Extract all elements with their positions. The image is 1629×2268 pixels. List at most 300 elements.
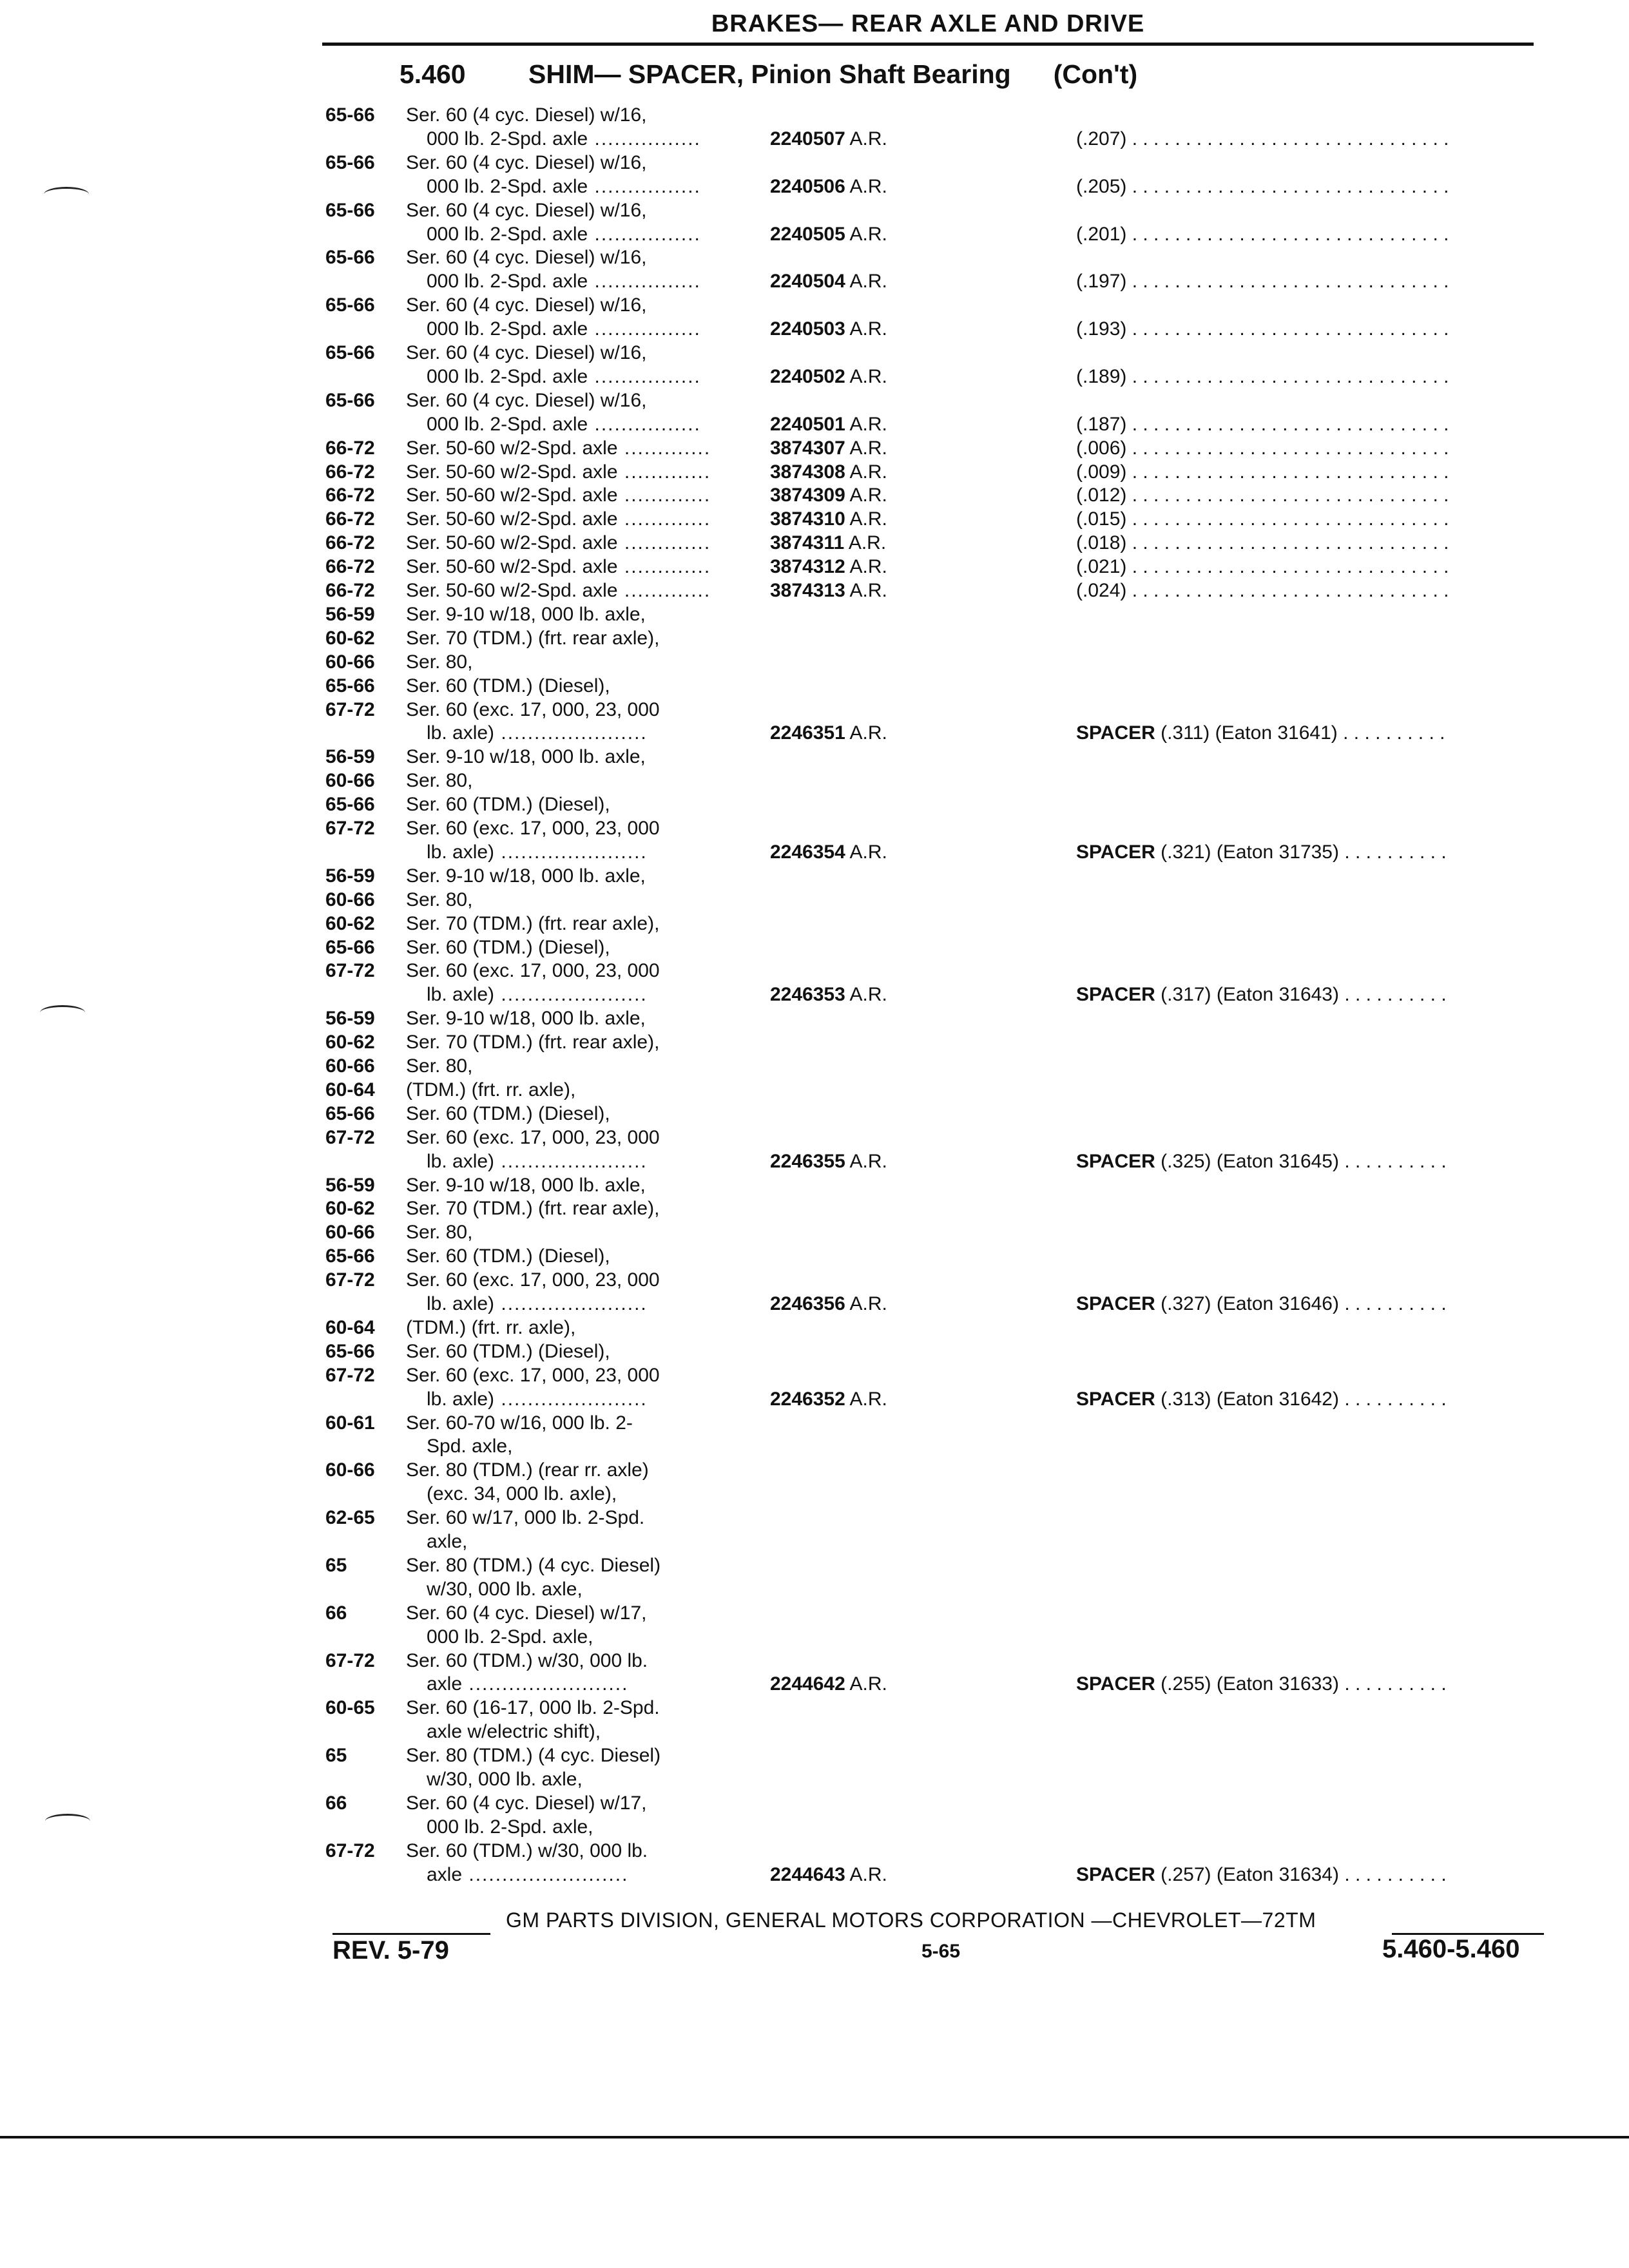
parts-row (0, 1649, 1629, 1673)
application-text: Ser. 9-10 w/18, 000 lb. axle, (406, 1008, 646, 1030)
parts-row (0, 1220, 1629, 1244)
application-text: lb. axle) ...................... (427, 1150, 648, 1172)
parts-row (0, 1672, 1629, 1696)
application-text: lb. axle) ...................... (427, 1293, 648, 1314)
leader-dots: ............. (617, 508, 711, 530)
leader-dots: ............. (617, 556, 711, 578)
leader-dots: ............. (617, 461, 711, 483)
application-text: (TDM.) (frt. rr. axle), (406, 1316, 576, 1338)
quantity-unit: A.R. (845, 1388, 887, 1410)
parts-row (0, 1030, 1629, 1054)
quantity-unit: A.R. (845, 271, 887, 293)
part-number-cell (770, 436, 887, 460)
leader-dots: . . . . . . . . . . (1338, 1150, 1447, 1172)
size-description (1076, 175, 1449, 198)
size-value: (.187) (1076, 413, 1127, 435)
section-heading (400, 59, 1137, 90)
parts-row (0, 936, 1629, 959)
leader-dots: . . . . . . . . . . . . . . . . . . . . . . . . . . . . . . (1126, 175, 1449, 197)
application-text: Ser. 60 (TDM.) w/30, 000 lb. (406, 1649, 648, 1671)
size-description (1076, 555, 1449, 579)
part-number: 2246355 (770, 1150, 845, 1172)
model-years: 60-66 (325, 770, 375, 792)
parts-row (0, 1078, 1629, 1102)
leader-dots: . . . . . . . . . . . . . . . . . . . . . . . . . . . . . . (1126, 128, 1449, 149)
parts-row (0, 1316, 1629, 1340)
parts-row (0, 1434, 1629, 1458)
application-text: Ser. 80, (406, 770, 473, 792)
parts-row (0, 1482, 1629, 1506)
quantity-unit: A.R. (845, 461, 887, 483)
model-years: 60-66 (325, 889, 375, 910)
application-text: Ser. 60 (4 cyc. Diesel) w/16, (406, 389, 647, 411)
scan-edge-rule (0, 2136, 1629, 2138)
application-text: Ser. 70 (TDM.) (frt. rear axle), (406, 1198, 660, 1220)
size-value: (.255) (Eaton 31633) (1161, 1673, 1339, 1695)
part-number-cell (770, 555, 887, 579)
part-number: 3874311 (770, 532, 845, 554)
leader-dots: ...................... (494, 984, 648, 1006)
application-text: Ser. 60 (exc. 17, 000, 23, 000 (406, 698, 660, 720)
spacer-label: SPACER (1076, 841, 1161, 863)
size-value: (.321) (Eaton 31735) (1161, 841, 1339, 863)
application-text: Ser. 50-60 w/2-Spd. axle ............. (406, 437, 711, 459)
model-years: 65-66 (325, 199, 375, 221)
application-text: Ser. 60 (exc. 17, 000, 23, 000 (406, 1269, 660, 1291)
application-text: Ser. 60 w/17, 000 lb. 2-Spd. (406, 1507, 645, 1529)
parts-row (0, 507, 1629, 531)
model-years: 66-72 (325, 556, 375, 578)
size-value: (.311) (Eaton 31641) (1161, 722, 1338, 744)
leader-dots: ................ (588, 413, 701, 435)
model-years: 66-72 (325, 461, 375, 483)
application-text: Ser. 9-10 w/18, 000 lb. axle, (406, 1174, 646, 1196)
leader-dots: . . . . . . . . . . . . . . . . . . . . . . . . . . . . . . (1126, 556, 1449, 578)
model-years: 60-62 (325, 1198, 375, 1220)
application-text: Ser. 60 (TDM.) (Diesel), (406, 1245, 610, 1267)
parts-row (0, 793, 1629, 816)
leader-dots: . . . . . . . . . . . . . . . . . . . . . . . . . . . . . . (1126, 413, 1449, 435)
model-years: 65-66 (325, 247, 375, 269)
application-text: Ser. 60 (4 cyc. Diesel) w/16, (406, 104, 647, 126)
application-text: Ser. 60-70 w/16, 000 lb. 2- (406, 1412, 633, 1434)
leader-dots: ............. (617, 437, 711, 459)
parts-row (0, 1696, 1629, 1720)
application-text: Ser. 60 (TDM.) (Diesel), (406, 675, 610, 697)
quantity-unit: A.R. (845, 318, 887, 340)
leader-dots: ........................ (462, 1673, 629, 1695)
quantity-unit: A.R. (845, 1150, 887, 1172)
model-years: 62-65 (325, 1507, 375, 1529)
header-rule (322, 43, 1534, 46)
parts-row (0, 864, 1629, 888)
parts-row (0, 1530, 1629, 1553)
binder-hole-mark (40, 1005, 85, 1020)
footer-revision: REV. 5-79 (333, 1936, 449, 1965)
parts-row (0, 341, 1629, 365)
part-number-cell (770, 175, 887, 198)
part-number-cell (770, 317, 887, 341)
model-years: 56-59 (325, 865, 375, 887)
part-number: 3874313 (770, 580, 845, 601)
part-number: 2240504 (770, 271, 845, 293)
parts-row (0, 959, 1629, 983)
size-value: (.327) (Eaton 31646) (1161, 1293, 1339, 1314)
leader-dots: ................ (588, 128, 701, 149)
leader-dots: . . . . . . . . . . (1338, 1388, 1447, 1410)
model-years: 60-64 (325, 1316, 375, 1338)
size-description (1076, 1292, 1447, 1316)
part-number: 2246356 (770, 1293, 845, 1314)
parts-row (0, 1839, 1629, 1863)
parts-row (0, 1553, 1629, 1577)
parts-row (0, 1720, 1629, 1744)
size-value: (.024) (1076, 580, 1127, 601)
size-value: (.257) (Eaton 31634) (1161, 1863, 1339, 1885)
size-description (1076, 1672, 1447, 1696)
model-years: 56-59 (325, 603, 375, 625)
application-text: Ser. 50-60 w/2-Spd. axle ............. (406, 556, 711, 578)
quantity-unit: A.R. (845, 223, 887, 245)
model-years: 60-62 (325, 912, 375, 934)
leader-dots: ................ (588, 318, 701, 340)
part-number: 2246352 (770, 1388, 845, 1410)
part-number-cell (770, 1387, 887, 1411)
part-number: 2240502 (770, 365, 845, 387)
section-title: SHIM— SPACER, Pinion Shaft Bearing (528, 59, 1011, 89)
spacer-label: SPACER (1076, 1863, 1161, 1885)
application-text: axle ........................ (427, 1863, 629, 1885)
size-value: (.313) (Eaton 31642) (1161, 1388, 1339, 1410)
parts-row (0, 460, 1629, 484)
parts-row (0, 222, 1629, 246)
application-text: lb. axle) ...................... (427, 1388, 648, 1410)
application-text: Ser. 80, (406, 1222, 473, 1244)
part-number-cell (770, 269, 887, 293)
application-text: 000 lb. 2-Spd. axle ................ (427, 223, 701, 245)
leader-dots: ............. (617, 580, 711, 601)
parts-row (0, 1411, 1629, 1435)
application-text: Ser. 9-10 w/18, 000 lb. axle, (406, 603, 646, 625)
part-number-cell (770, 507, 887, 531)
parts-row (0, 127, 1629, 151)
leader-dots: . . . . . . . . . . (1338, 1863, 1447, 1885)
leader-dots: . . . . . . . . . . . . . . . . . . . . . . . . . . . . . . (1126, 223, 1449, 245)
part-number-cell (770, 721, 887, 745)
model-years: 56-59 (325, 746, 375, 768)
size-description (1076, 127, 1449, 151)
model-years: 60-65 (325, 1697, 375, 1719)
size-description (1076, 1863, 1447, 1887)
size-description (1076, 507, 1449, 531)
parts-row (0, 1744, 1629, 1767)
part-number: 2240501 (770, 413, 845, 435)
model-years: 65-66 (325, 294, 375, 316)
parts-row (0, 1244, 1629, 1268)
size-value: (.021) (1076, 556, 1127, 578)
quantity-unit: A.R. (845, 1293, 887, 1314)
parts-row (0, 650, 1629, 674)
application-text: Ser. 50-60 w/2-Spd. axle ............. (406, 461, 711, 483)
model-years: 60-66 (325, 1055, 375, 1077)
application-text: Ser. 50-60 w/2-Spd. axle ............. (406, 532, 711, 554)
parts-row (0, 816, 1629, 840)
model-years: 65-66 (325, 1340, 375, 1362)
quantity-unit: A.R. (845, 556, 887, 578)
application-text: Ser. 60 (exc. 17, 000, 23, 000 (406, 960, 660, 982)
application-text: Ser. 60 (TDM.) (Diesel), (406, 936, 610, 958)
application-text: Ser. 70 (TDM.) (frt. rear axle), (406, 912, 660, 934)
application-text: 000 lb. 2-Spd. axle ................ (427, 365, 701, 387)
model-years: 66-72 (325, 437, 375, 459)
parts-row (0, 1102, 1629, 1126)
model-years: 67-72 (325, 1126, 375, 1148)
parts-row (0, 1506, 1629, 1530)
part-number: 3874307 (770, 437, 845, 459)
model-years: 65 (325, 1554, 347, 1576)
size-value: (.207) (1076, 128, 1127, 149)
model-years: 65-66 (325, 1245, 375, 1267)
leader-dots: . . . . . . . . . . (1338, 984, 1447, 1006)
part-number-cell (770, 1672, 887, 1696)
application-text: 000 lb. 2-Spd. axle ................ (427, 318, 701, 340)
leader-dots: ................ (588, 175, 701, 197)
quantity-unit: A.R. (845, 365, 887, 387)
leader-dots: . . . . . . . . . . . . . . . . . . . . . . . . . . . . . . (1126, 271, 1449, 293)
section-number: 5.460 (400, 59, 466, 89)
leader-dots: ............. (617, 485, 711, 506)
size-description (1076, 412, 1449, 436)
part-number: 2246354 (770, 841, 845, 863)
model-years: 56-59 (325, 1008, 375, 1030)
footer-section-reference: 5.460-5.460 (1382, 1935, 1520, 1963)
application-text: Ser. 50-60 w/2-Spd. axle ............. (406, 508, 711, 530)
spacer-label: SPACER (1076, 722, 1161, 744)
parts-row (0, 1815, 1629, 1839)
application-text: Ser. 50-60 w/2-Spd. axle ............. (406, 580, 711, 601)
size-description (1076, 269, 1449, 293)
part-number-cell (770, 127, 887, 151)
application-text: Ser. 80 (TDM.) (4 cyc. Diesel) (406, 1554, 661, 1576)
application-text: Ser. 9-10 w/18, 000 lb. axle, (406, 865, 646, 887)
application-text: Ser. 60 (TDM.) (Diesel), (406, 1102, 610, 1124)
parts-row (0, 269, 1629, 293)
parts-row (0, 365, 1629, 389)
quantity-unit: A.R. (845, 1673, 887, 1695)
leader-dots: . . . . . . . . . . . . . . . . . . . . . . . . . . . . . . (1126, 365, 1449, 387)
parts-row (0, 293, 1629, 317)
model-years: 66-72 (325, 485, 375, 506)
application-text: Ser. 60 (4 cyc. Diesel) w/16, (406, 151, 647, 173)
part-number: 2244643 (770, 1863, 845, 1885)
model-years: 67-72 (325, 1269, 375, 1291)
model-years: 66 (325, 1602, 347, 1624)
footer-publisher: GM PARTS DIVISION, GENERAL MOTORS CORPORATION —CHEVROLET—72TM (506, 1908, 1316, 1932)
quantity-unit: A.R. (844, 532, 887, 554)
size-description (1076, 317, 1449, 341)
application-text: 000 lb. 2-Spd. axle ................ (427, 175, 701, 197)
model-years: 65-66 (325, 342, 375, 363)
leader-dots: . . . . . . . . . . . . . . . . . . . . . . . . . . . . . . (1126, 437, 1449, 459)
application-text: Ser. 60 (4 cyc. Diesel) w/16, (406, 294, 647, 316)
model-years: 66-72 (325, 508, 375, 530)
model-years: 60-64 (325, 1079, 375, 1100)
binder-hole-mark (44, 187, 89, 202)
leader-dots: . . . . . . . . . . . . . . . . . . . . . . . . . . . . . . (1126, 508, 1449, 530)
part-number: 2246351 (770, 722, 845, 744)
parts-row (0, 1363, 1629, 1387)
application-text: lb. axle) ...................... (427, 984, 648, 1006)
part-number: 2240503 (770, 318, 845, 340)
model-years: 66-72 (325, 532, 375, 554)
application-text: Ser. 60 (TDM.) w/30, 000 lb. (406, 1840, 648, 1861)
application-text: Ser. 80, (406, 651, 473, 673)
leader-dots: ...................... (494, 1293, 648, 1314)
leader-dots: . . . . . . . . . . . . . . . . . . . . . . . . . . . . . . (1126, 318, 1449, 340)
parts-row (0, 1458, 1629, 1482)
parts-row (0, 198, 1629, 222)
section-continued: (Con't) (1053, 59, 1138, 89)
leader-dots: . . . . . . . . . . . . . . . . . . . . . . . . . . . . . . (1126, 580, 1449, 601)
model-years: 67-72 (325, 818, 375, 839)
parts-row (0, 769, 1629, 793)
size-description (1076, 579, 1449, 602)
parts-row (0, 721, 1629, 745)
quantity-unit: A.R. (845, 437, 887, 459)
part-number: 3874309 (770, 485, 845, 506)
parts-row (0, 483, 1629, 507)
size-description (1076, 483, 1449, 507)
size-description (1076, 721, 1445, 745)
application-text: 000 lb. 2-Spd. axle, (427, 1816, 593, 1838)
parts-row (0, 555, 1629, 579)
model-years: 65-66 (325, 1102, 375, 1124)
parts-row (0, 1054, 1629, 1078)
size-value: (.205) (1076, 175, 1127, 197)
leader-dots: . . . . . . . . . . (1338, 1673, 1447, 1695)
leader-dots: ................ (588, 223, 701, 245)
model-years: 67-72 (325, 1649, 375, 1671)
size-description (1076, 840, 1447, 864)
quantity-unit: A.R. (845, 128, 887, 149)
leader-dots: ................ (588, 271, 701, 293)
application-text: w/30, 000 lb. axle, (427, 1769, 583, 1790)
model-years: 60-66 (325, 1222, 375, 1244)
size-description (1076, 1387, 1447, 1411)
parts-row (0, 151, 1629, 175)
model-years: 65-66 (325, 389, 375, 411)
parts-row (0, 531, 1629, 555)
application-text: Ser. 80 (TDM.) (4 cyc. Diesel) (406, 1745, 661, 1767)
model-years: 65-66 (325, 151, 375, 173)
model-years: 60-62 (325, 627, 375, 649)
model-years: 65 (325, 1745, 347, 1767)
parts-row (0, 840, 1629, 864)
leader-dots: ...................... (494, 722, 648, 744)
application-text: Ser. 60 (TDM.) (Diesel), (406, 794, 610, 816)
application-text: Ser. 60 (exc. 17, 000, 23, 000 (406, 1364, 660, 1386)
parts-row (0, 1601, 1629, 1625)
application-text: Ser. 60 (TDM.) (Diesel), (406, 1340, 610, 1362)
size-value: (.197) (1076, 271, 1127, 293)
application-text: 000 lb. 2-Spd. axle ................ (427, 413, 701, 435)
parts-row (0, 389, 1629, 412)
application-text: 000 lb. 2-Spd. axle, (427, 1626, 593, 1648)
quantity-unit: A.R. (845, 984, 887, 1006)
parts-row (0, 1126, 1629, 1149)
leader-dots: ...................... (494, 841, 648, 863)
size-description (1076, 436, 1449, 460)
leader-dots: . . . . . . . . . . . . . . . . . . . . . . . . . . . . . . (1126, 461, 1449, 483)
application-text: 000 lb. 2-Spd. axle ................ (427, 128, 701, 149)
application-text: Ser. 60 (exc. 17, 000, 23, 000 (406, 818, 660, 839)
parts-row (0, 317, 1629, 341)
parts-row (0, 1387, 1629, 1411)
application-text: 000 lb. 2-Spd. axle ................ (427, 271, 701, 293)
model-years: 65-66 (325, 104, 375, 126)
part-number: 2240507 (770, 128, 845, 149)
leader-dots: ...................... (494, 1388, 648, 1410)
model-years: 60-66 (325, 1459, 375, 1481)
leader-dots: . . . . . . . . . . (1338, 841, 1447, 863)
model-years: 65-66 (325, 675, 375, 697)
parts-row (0, 412, 1629, 436)
application-text: Ser. 60 (4 cyc. Diesel) w/17, (406, 1792, 647, 1814)
application-text: Ser. 70 (TDM.) (frt. rear axle), (406, 627, 660, 649)
leader-dots: ........................ (462, 1863, 629, 1885)
application-text: Ser. 80, (406, 889, 473, 910)
parts-row (0, 912, 1629, 936)
quantity-unit: A.R. (845, 413, 887, 435)
parts-row (0, 1196, 1629, 1220)
model-years: 67-72 (325, 960, 375, 982)
quantity-unit: A.R. (845, 485, 887, 506)
page-header-title: BRAKES— REAR AXLE AND DRIVE (711, 10, 1145, 37)
application-text: Ser. 50-60 w/2-Spd. axle ............. (406, 485, 711, 506)
application-text: axle ........................ (427, 1673, 629, 1695)
spacer-label: SPACER (1076, 1150, 1161, 1172)
size-value: (.009) (1076, 461, 1127, 483)
leader-dots: . . . . . . . . . . (1337, 722, 1445, 744)
quantity-unit: A.R. (845, 580, 887, 601)
model-years: 65-66 (325, 936, 375, 958)
model-years: 65-66 (325, 794, 375, 816)
size-value: (.317) (Eaton 31643) (1161, 984, 1339, 1006)
size-value: (.012) (1076, 485, 1127, 506)
parts-row (0, 1268, 1629, 1292)
application-text: Ser. 60 (4 cyc. Diesel) w/16, (406, 247, 647, 269)
leader-dots: ...................... (494, 1150, 648, 1172)
parts-row (0, 1292, 1629, 1316)
size-value: (.193) (1076, 318, 1127, 340)
model-years: 56-59 (325, 1174, 375, 1196)
quantity-unit: A.R. (845, 508, 887, 530)
part-number-cell (770, 579, 887, 602)
quantity-unit: A.R. (845, 1863, 887, 1885)
application-text: Ser. 80 (TDM.) (rear rr. axle) (406, 1459, 649, 1481)
application-text: w/30, 000 lb. axle, (427, 1578, 583, 1600)
part-number-cell (770, 1292, 887, 1316)
footer-page-number: 5-65 (921, 1941, 961, 1962)
size-description (1076, 222, 1449, 246)
application-text: Ser. 60 (4 cyc. Diesel) w/16, (406, 342, 647, 363)
part-number-cell (770, 1863, 887, 1887)
model-years: 67-72 (325, 1364, 375, 1386)
model-years: 60-62 (325, 1032, 375, 1053)
part-number: 3874308 (770, 461, 845, 483)
parts-row (0, 436, 1629, 460)
part-number-cell (770, 460, 887, 484)
